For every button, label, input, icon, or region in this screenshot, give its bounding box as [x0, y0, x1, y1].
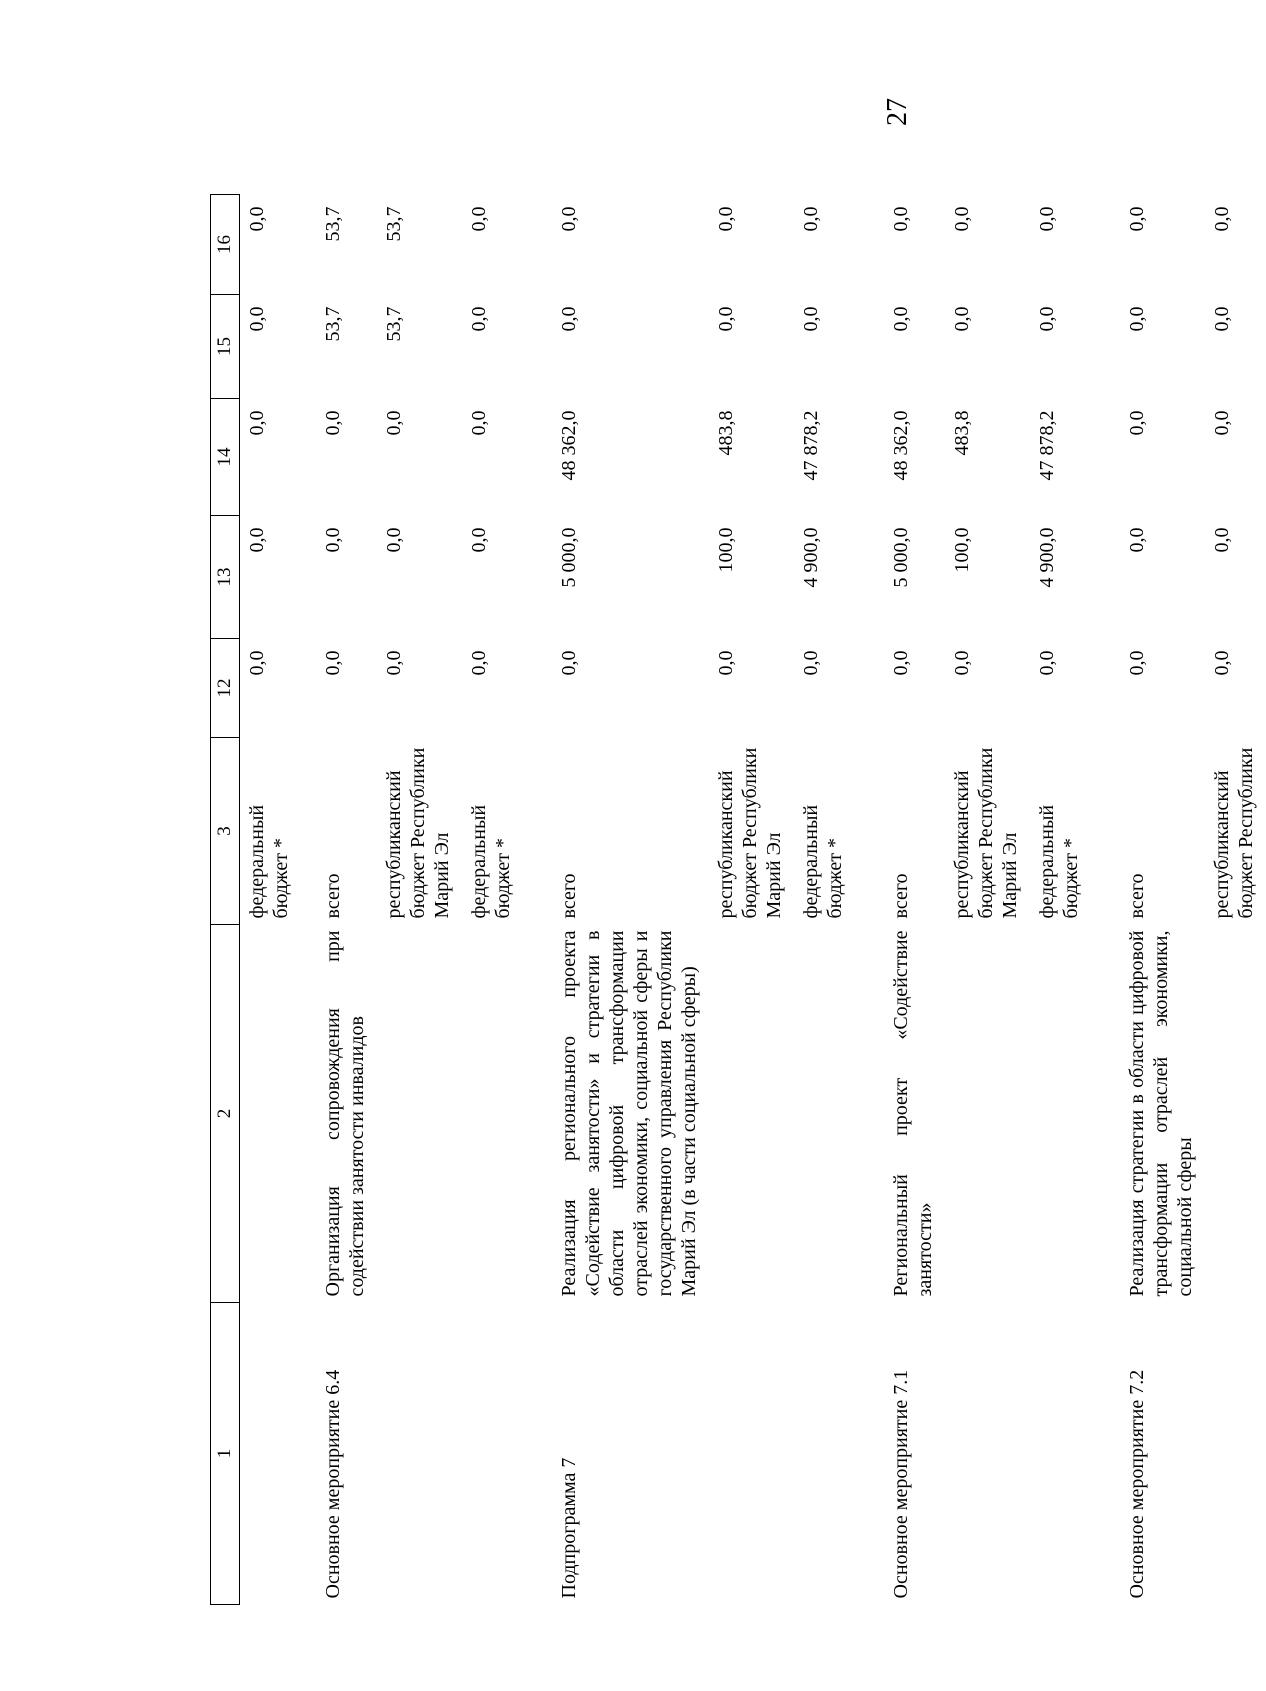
value-col-15: 0,0 — [800, 306, 822, 332]
row-item-name: Подпрограмма 7 — [558, 1457, 580, 1599]
row-description: Региональный проект «Содействие занятости» — [890, 930, 936, 1297]
value-col-14: 48 362,0 — [558, 410, 580, 481]
value-col-15: 0,0 — [558, 306, 580, 332]
row-item-name — [462, 1303, 523, 1605]
value-col-13: 0,0 — [383, 527, 405, 553]
value-col-14: 0,0 — [468, 410, 490, 436]
row-description — [462, 925, 523, 1303]
row-item-name — [1030, 1303, 1091, 1605]
funding-source: республиканский бюджет Республики — [1211, 747, 1257, 919]
row-item-name: Основное мероприятие 7.2 — [1126, 1369, 1148, 1599]
header-cell: 12 — [211, 639, 240, 738]
page-number: 27 — [882, 98, 913, 126]
row-item-name — [377, 1303, 462, 1605]
table-row — [377, 195, 462, 1605]
value-col-12: 0,0 — [558, 650, 580, 676]
header-cell: 2 — [211, 925, 240, 1303]
value-col-13: 5 000,0 — [558, 527, 580, 588]
value-col-12: 0,0 — [890, 650, 912, 676]
value-col-15: 53,7 — [383, 306, 405, 342]
row-item-name: Основное мероприятие 6.4 — [322, 1369, 344, 1599]
table-row — [462, 195, 523, 1605]
row-item-name — [945, 1303, 1030, 1605]
value-col-13: 100,0 — [715, 527, 737, 573]
budget-table — [210, 194, 1266, 1605]
value-col-16: 53,7 — [322, 206, 344, 242]
funding-source: республиканский бюджет Республики Марий Эл — [383, 747, 453, 919]
value-col-13: 0,0 — [1126, 527, 1148, 553]
value-col-14: 47 878,2 — [1036, 410, 1058, 481]
value-col-15: 53,7 — [322, 306, 344, 342]
table-row — [523, 195, 709, 1605]
row-description: Реализация регионального проекта «Содействие занятости» и стратегии в области цифровой трансформации отраслей экономики, социальной сферы и государственного управления Республики Марий Эл (в части социальной сферы) — [558, 930, 700, 1297]
funding-source: всего — [322, 873, 344, 919]
header-cell: 13 — [211, 516, 240, 639]
row-description: Организация сопровождения при содействии занятости инвалидов — [322, 930, 368, 1297]
value-col-13: 4 900,0 — [1036, 527, 1058, 588]
value-col-16: 0,0 — [558, 206, 580, 232]
funding-source: федеральный бюджет * — [246, 804, 292, 919]
value-col-16: 0,0 — [951, 206, 973, 232]
value-col-16: 0,0 — [800, 206, 822, 232]
table-row — [1091, 195, 1205, 1605]
row-description — [709, 925, 794, 1303]
value-col-14: 0,0 — [322, 410, 344, 436]
value-col-12: 0,0 — [246, 650, 268, 676]
header-cell: 3 — [211, 738, 240, 925]
value-col-12: 0,0 — [322, 650, 344, 676]
row-description — [1205, 925, 1266, 1303]
funding-source: федеральный бюджет * — [800, 804, 846, 919]
header-cell: 15 — [211, 295, 240, 399]
table-row — [1205, 195, 1266, 1605]
table-row — [709, 195, 794, 1605]
value-col-13: 4 900,0 — [800, 527, 822, 588]
header-cell: 14 — [211, 399, 240, 516]
row-item-name — [240, 1303, 302, 1605]
value-col-12: 0,0 — [800, 650, 822, 676]
value-col-12: 0,0 — [715, 650, 737, 676]
rotated-table-container — [210, 195, 1257, 1605]
value-col-14: 0,0 — [1211, 410, 1233, 436]
row-item-name: Основное мероприятие 7.1 — [890, 1369, 912, 1599]
funding-source: федеральный бюджет * — [468, 804, 514, 919]
header-cell: 16 — [211, 195, 240, 295]
funding-source: всего — [1126, 873, 1148, 919]
row-item-name — [1205, 1303, 1266, 1605]
row-description — [945, 925, 1030, 1303]
value-col-12: 0,0 — [1126, 650, 1148, 676]
value-col-14: 483,8 — [951, 410, 973, 456]
value-col-15: 0,0 — [951, 306, 973, 332]
table-row — [945, 195, 1030, 1605]
row-item-name — [709, 1303, 794, 1605]
value-col-12: 0,0 — [468, 650, 490, 676]
value-col-15: 0,0 — [1036, 306, 1058, 332]
value-col-16: 0,0 — [1211, 206, 1233, 232]
value-col-15: 0,0 — [890, 306, 912, 332]
value-col-12: 0,0 — [951, 650, 973, 676]
value-col-13: 5 000,0 — [890, 527, 912, 588]
table-row — [794, 195, 855, 1605]
value-col-16: 0,0 — [715, 206, 737, 232]
table-row — [240, 195, 302, 1605]
table-row — [1030, 195, 1091, 1605]
header-cell: 1 — [211, 1303, 240, 1605]
value-col-13: 0,0 — [246, 527, 268, 553]
funding-source: федеральный бюджет * — [1036, 804, 1082, 919]
row-description — [794, 925, 855, 1303]
funding-source: всего — [890, 873, 912, 919]
table-row — [855, 195, 945, 1605]
value-col-12: 0,0 — [1036, 650, 1058, 676]
funding-source: республиканский бюджет Республики Марий Эл — [951, 747, 1021, 919]
value-col-14: 483,8 — [715, 410, 737, 456]
funding-source: всего — [558, 873, 580, 919]
value-col-14: 48 362,0 — [890, 410, 912, 481]
row-description — [240, 925, 302, 1303]
row-description — [1030, 925, 1091, 1303]
value-col-13: 100,0 — [951, 527, 973, 573]
value-col-16: 0,0 — [890, 206, 912, 232]
header-row — [211, 195, 240, 1605]
value-col-13: 0,0 — [468, 527, 490, 553]
table-row — [301, 195, 377, 1605]
value-col-16: 0,0 — [1126, 206, 1148, 232]
value-col-16: 53,7 — [383, 206, 405, 242]
row-item-name — [794, 1303, 855, 1605]
value-col-16: 0,0 — [1036, 206, 1058, 232]
value-col-16: 0,0 — [468, 206, 490, 232]
value-col-15: 0,0 — [246, 306, 268, 332]
value-col-13: 0,0 — [1211, 527, 1233, 553]
value-col-13: 0,0 — [322, 527, 344, 553]
value-col-14: 0,0 — [246, 410, 268, 436]
value-col-15: 0,0 — [1211, 306, 1233, 332]
row-description — [377, 925, 462, 1303]
value-col-12: 0,0 — [1211, 650, 1233, 676]
value-col-15: 0,0 — [468, 306, 490, 332]
funding-source: республиканский бюджет Республики Марий Эл — [715, 747, 785, 919]
value-col-14: 47 878,2 — [800, 410, 822, 481]
value-col-14: 0,0 — [383, 410, 405, 436]
value-col-14: 0,0 — [1126, 410, 1148, 436]
value-col-16: 0,0 — [246, 206, 268, 232]
value-col-12: 0,0 — [383, 650, 405, 676]
value-col-15: 0,0 — [1126, 306, 1148, 332]
value-col-15: 0,0 — [715, 306, 737, 332]
row-description: Реализация стратегии в области цифровой трансформации отраслей экономики, социальной сферы — [1126, 930, 1196, 1297]
